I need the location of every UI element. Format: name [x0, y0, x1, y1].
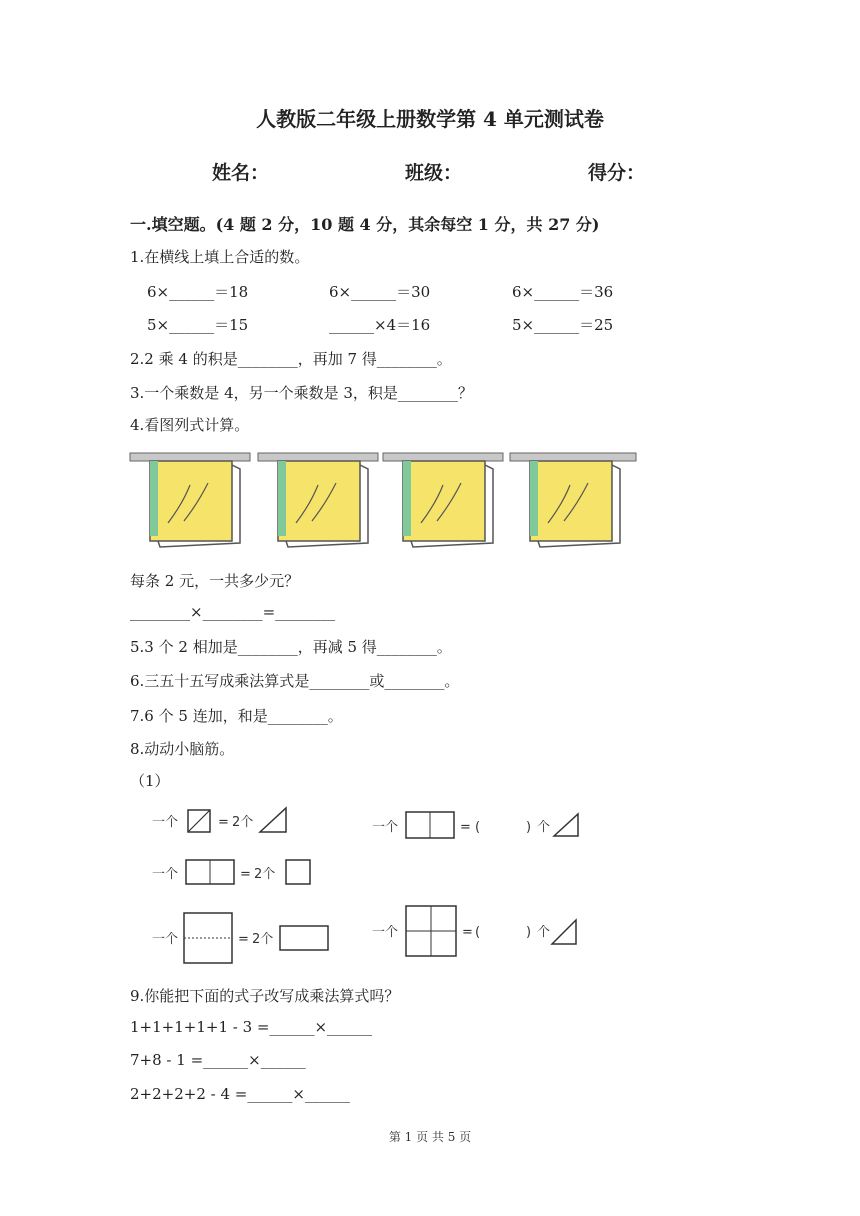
question-1: 1.在横线上填上合适的数。: [130, 248, 310, 266]
triangle-shape: [260, 808, 286, 832]
q8-sub-label: （1）: [130, 772, 170, 790]
yige-label: 一个: [152, 932, 179, 947]
paren-close: ): [526, 820, 532, 835]
q4-caption: 每条 2 元，一共多少元？: [130, 572, 300, 590]
yige-label: 一个: [152, 867, 179, 882]
ge-label: 个: [537, 925, 551, 940]
q1-item: 6×______＝36: [512, 283, 614, 301]
q4-blank: ________×________=________: [130, 603, 336, 621]
q1-item: 5×______＝15: [147, 316, 249, 334]
question-6: 6.三五十五写成乘法算式是________或________。: [130, 672, 460, 690]
paren-close: ): [526, 925, 532, 940]
triangle-shape: [554, 814, 578, 836]
rectangle-shape: [280, 926, 328, 950]
paren-open: (: [475, 820, 481, 835]
q9-line: 7+8 - 1 =______×______: [130, 1051, 306, 1069]
equals-sign: =: [218, 815, 229, 830]
class-label: 班级：: [405, 162, 463, 184]
name-label: 姓名：: [212, 162, 270, 184]
towel-image: [510, 453, 636, 547]
shape-puzzle: [140, 798, 600, 973]
towel-image: [258, 453, 378, 547]
two-ge-label: 2个: [252, 932, 274, 947]
question-8: 8.动动小脑筋。: [130, 740, 235, 758]
question-9: 9.你能把下面的式子改写成乘法算式吗？: [130, 987, 400, 1005]
question-4: 4.看图列式计算。: [130, 416, 250, 434]
equals-sign: =: [240, 867, 251, 882]
page-title: 人教版二年级上册数学第 4 单元测试卷: [256, 107, 604, 131]
section-heading: 一.填空题。(4 题 2 分，10 题 4 分，其余每空 1 分，共 27 分): [130, 215, 600, 234]
yige-label: 一个: [372, 820, 399, 835]
triangle-shape: [552, 920, 576, 944]
towel-image: [130, 453, 250, 547]
yige-label: 一个: [372, 925, 399, 940]
q9-line: 2+2+2+2 - 4 =______×______: [130, 1085, 350, 1103]
equals-sign: =: [460, 820, 471, 835]
score-label: 得分：: [588, 162, 646, 184]
equals-sign: =: [238, 932, 249, 947]
yige-label: 一个: [152, 815, 179, 830]
square-shape: [286, 860, 310, 884]
q1-item: 6×______＝30: [329, 283, 431, 301]
q1-item: 5×______＝25: [512, 316, 614, 334]
towel-image: [383, 453, 503, 547]
question-5: 5.3 个 2 相加是________，再减 5 得________。: [130, 638, 452, 656]
question-7: 7.6 个 5 连加，和是________。: [130, 707, 343, 725]
two-ge-label: 2个: [254, 867, 276, 882]
q1-item: 6×______＝18: [147, 283, 249, 301]
question-2: 2.2 乘 4 的积是________，再加 7 得________。: [130, 350, 452, 368]
page-footer: 第 1 页 共 5 页: [388, 1130, 472, 1144]
towels-illustration: [128, 443, 648, 555]
equals-sign: =: [462, 925, 473, 940]
q9-line: 1+1+1+1+1 - 3 =______×______: [130, 1018, 373, 1036]
q1-item: ______×4＝16: [329, 316, 431, 334]
ge-label: 个: [537, 820, 551, 835]
question-3: 3.一个乘数是 4，另一个乘数是 3，积是________？: [130, 384, 473, 402]
paren-open: (: [475, 925, 481, 940]
two-ge-label: 2个: [232, 815, 254, 830]
